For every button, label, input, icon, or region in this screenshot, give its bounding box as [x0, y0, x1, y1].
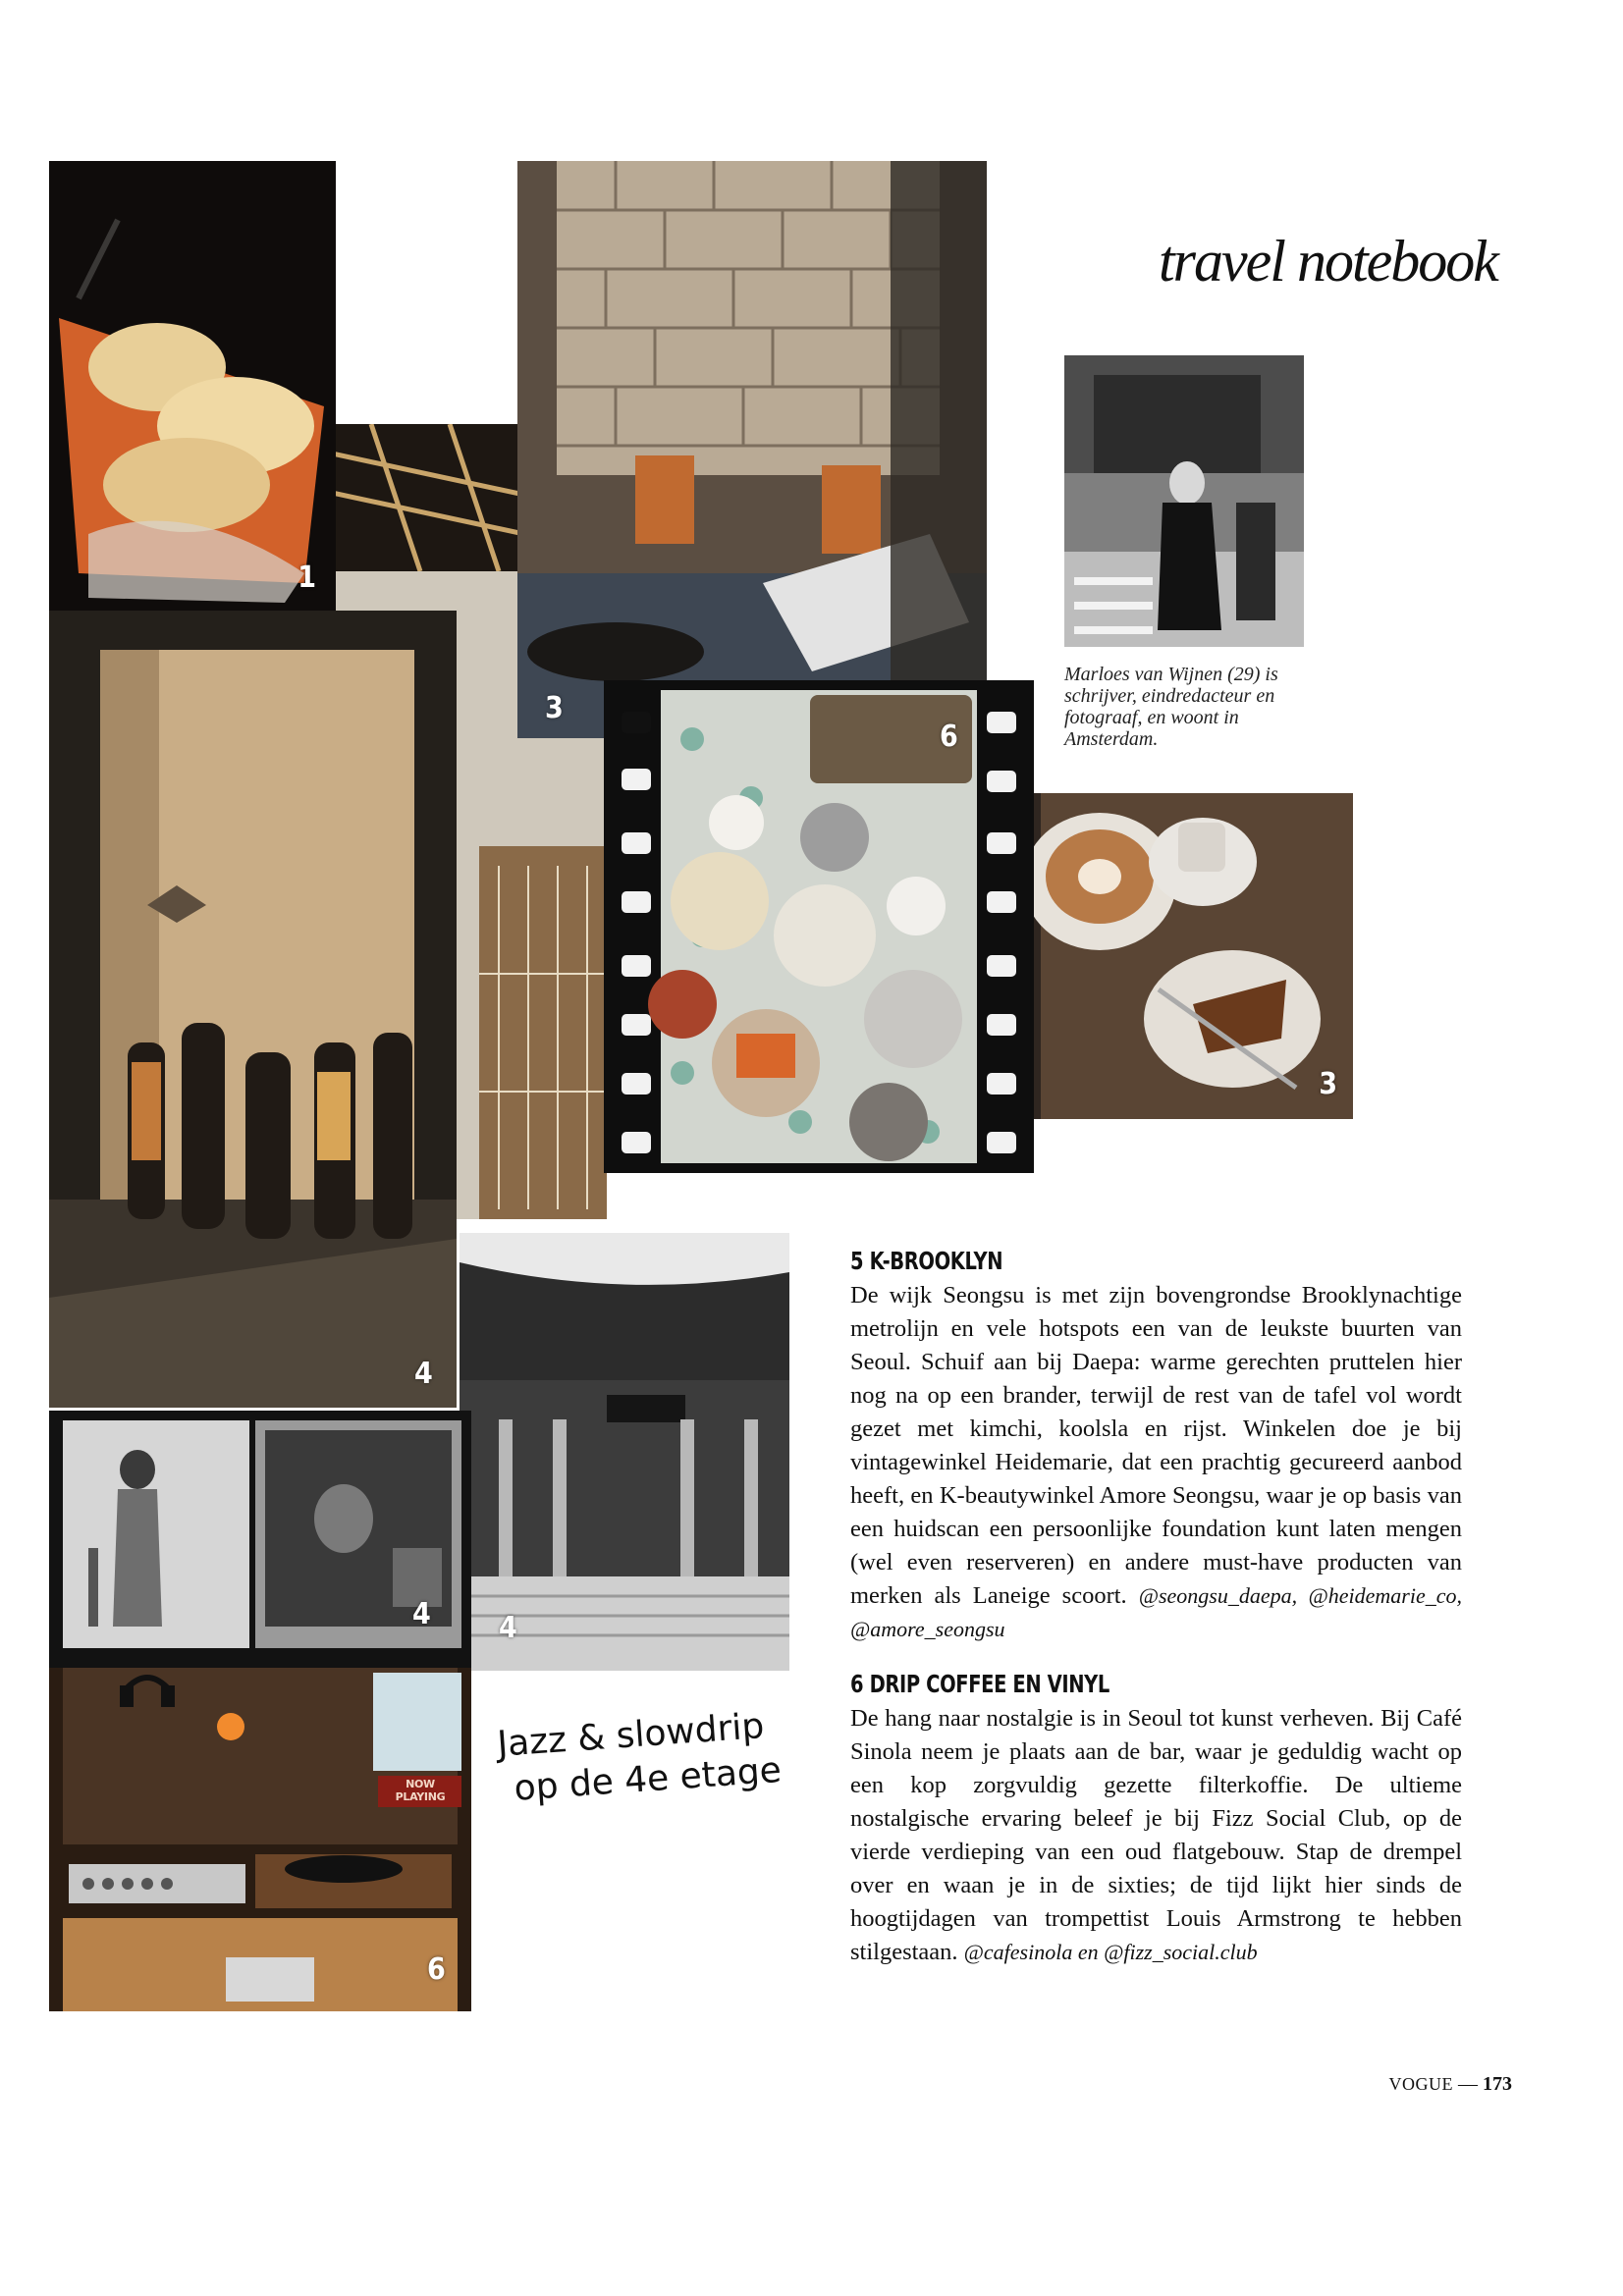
contributor-caption: Marloes van Wijnen (29) is schrijver, eindredacteur en fotograaf, en woont in Amsterdam. — [1064, 664, 1278, 750]
instagram-handles: @cafesinola en @fizz_social.club — [963, 1940, 1258, 1964]
latte-cake-illustration — [1021, 793, 1353, 1119]
handwritten-note-line-1: Jazz & slowdrip — [496, 1706, 766, 1765]
photo-dumplings — [49, 161, 336, 613]
section-k-brooklyn — [850, 1247, 1462, 1646]
photo-number: 4 — [412, 1597, 431, 1631]
palace-gate-illustration — [460, 1233, 789, 1671]
photo-number: 6 — [940, 720, 958, 754]
article-column — [850, 1247, 1462, 1969]
dumplings-illustration — [49, 161, 336, 613]
vinyl-bar-illustration — [49, 1668, 471, 2011]
page-number: 173 — [1483, 2073, 1512, 2095]
photo-kbbq-film — [604, 680, 1034, 1173]
section-drip-coffee — [850, 1670, 1462, 1969]
magazine-name: VOGUE — [1388, 2074, 1453, 2094]
photo-vinyl-bar — [49, 1668, 471, 2011]
section-label: travel notebook — [1159, 229, 1497, 294]
photo-number: 6 — [427, 1952, 446, 1987]
jazz-posters-illustration — [49, 1411, 471, 1668]
photo-stone-cafe — [517, 161, 987, 738]
photo-number: 1 — [298, 561, 316, 595]
stone-cafe-illustration — [517, 161, 987, 738]
photo-number: 4 — [499, 1611, 517, 1645]
folio-separator: — — [1458, 2073, 1478, 2095]
handwritten-note-line-2: op de 4e etage — [513, 1749, 784, 1809]
handwritten-note — [496, 1702, 796, 1813]
contributor-illustration — [1064, 355, 1304, 647]
page-folio — [1365, 2073, 1512, 2096]
gallery-crowd-illustration — [49, 611, 457, 1408]
photo-latte-cake — [1021, 793, 1353, 1119]
section-body — [850, 1702, 1462, 1969]
section-title: 6 DRIP COFFEE EN VINYL — [850, 1670, 1109, 1698]
photo-palace-gate — [460, 1233, 789, 1671]
photo-number: 4 — [414, 1357, 433, 1391]
instagram-handles: @seongsu_daepa, @heidemarie_co, @amore_seongsu — [850, 1583, 1463, 1641]
section-title: 5 K-BROOKLYN — [850, 1247, 1003, 1275]
section-body-text: De hang naar nostalgie is in Seoul tot kunst verheven. Bij Café Sinola neem je plaats aan de bar, waar je geduldig wacht op een kop zorgvuldig gezette filterkoffie. De ultieme nostalgische ervaring beleef je bij Fizz Social Club, op de vierde verdieping van een oud flatgebouw. Stap de drempel over en waan je in de sixties; de tijd lijkt hier sinds de hoogtijdagen van trompettist Louis Armstrong te hebben stilgestaan. — [850, 1705, 1462, 1965]
section-body-text: De wijk Seongsu is met zijn bovengrondse Brooklynachtige metrolijn en vele hotspots een van de leukste buurten van Seoul. Schuif aan bij Daepa: warme gerechten pruttelen hier nog na op een brander, terwijl de rest van de tafel vol wordt gezet met kimchi, koolsla en rijst. Winkelen doe je bij vintagewinkel Heidemarie, dat een prachtig gecureerd aanbod heeft, en K-beautywinkel Amore Seongsu, waar je op basis van een huidscan een persoonlijke foundation kunt laten mengen (wel even reserveren) en andere must-have producten van merken als Laneige scoort. — [850, 1282, 1462, 1609]
photo-number: 3 — [1319, 1067, 1337, 1101]
photo-jazz-posters — [49, 1411, 471, 1668]
photo-gallery-crowd — [49, 611, 457, 1408]
film-strip-illustration — [604, 680, 1034, 1173]
section-body — [850, 1279, 1462, 1646]
photo-number: 3 — [545, 691, 564, 725]
photo-contributor — [1064, 355, 1304, 647]
now-playing-sign: NOW PLAYING — [395, 1778, 446, 1803]
